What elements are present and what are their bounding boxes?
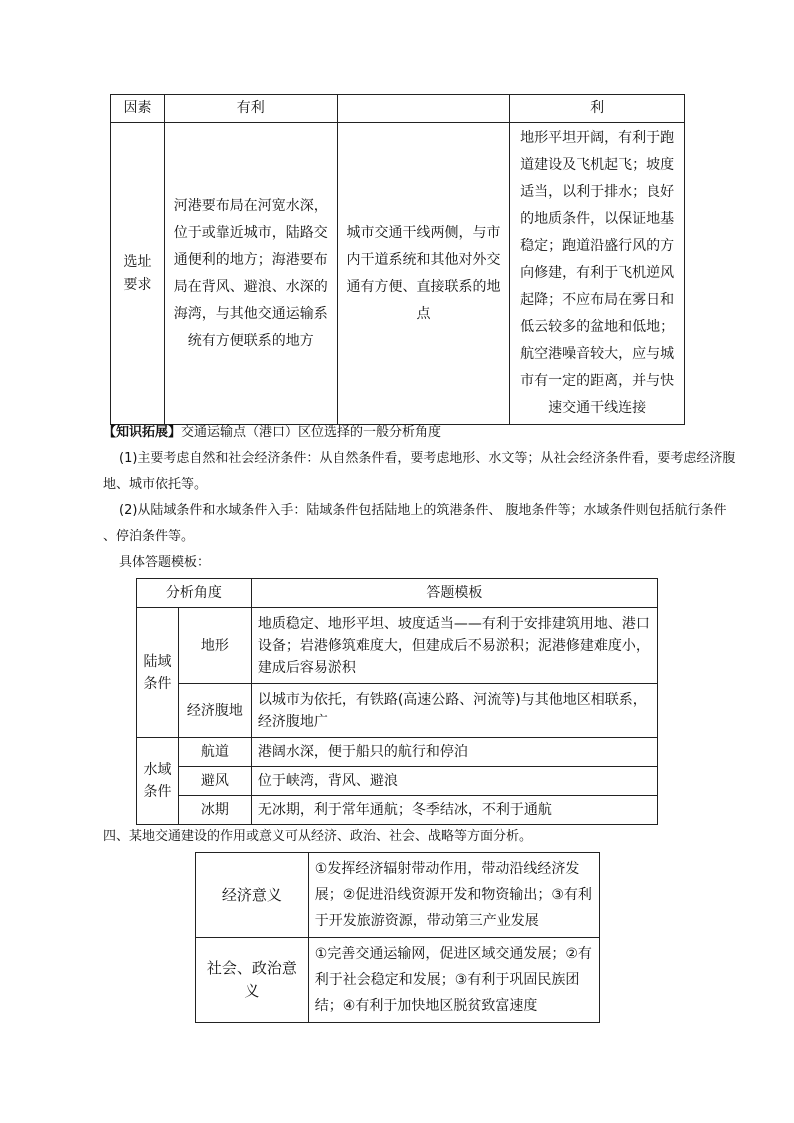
row-label-economic: 经济意义 — [196, 853, 309, 938]
cell-airport: 地形平坦开阔，有利于跑道建设及飞机起飞；坡度适当，以利于排水；良好的地质条件，以保证地基稳定；跑道沿盛行风的方向修建，有利于飞机逆风起降；不应布局在雾日和低云较多的盆地和低地；航空港噪音较大，应与城市有一定的距离，并与快速交通干线连接 — [510, 123, 685, 425]
row-name-terrain: 地形 — [178, 608, 251, 684]
header-empty — [337, 95, 510, 123]
header-favorable: 有利 — [164, 95, 337, 123]
answer-template-table — [136, 578, 658, 825]
header-template: 答题模板 — [251, 579, 657, 608]
row-name-shelter: 避风 — [178, 767, 251, 796]
row-label-social-political: 社会、政治意义 — [196, 938, 309, 1023]
cell-river-sea-port: 河港要布局在河宽水深，位于或靠近城市，陆路交通便利的地方；海港要布局在背风、避浪、水深的海湾，与其他交通运输系统有方便联系的地方 — [164, 123, 337, 425]
expand-title — [103, 420, 441, 446]
cell-station: 城市交通干线两侧，与市内干道系统和其他对外交通有方便、直接联系的地点 — [337, 123, 510, 425]
row-text-shelter: 位于峡湾，背风、避浪 — [251, 767, 657, 796]
expand-p2: (2)从陆域条件和水域条件入手：陆域条件包括陆地上的筑港条件、 腹地条件等；水域条件则包括航行条件 、停泊条件等。 — [103, 503, 727, 544]
template-label: 具体答题模板： — [119, 555, 211, 570]
group-water: 水域条件 — [137, 738, 179, 825]
header-angle: 分析角度 — [137, 579, 252, 608]
row-text-social-political: ①完善交通运输网，促进区域交通发展；②有利于社会稳定和发展；③有利于巩固民族团结；④有利于加快地区脱贫致富速度 — [308, 938, 599, 1023]
row-name-channel: 航道 — [178, 738, 251, 767]
expand-p1: (1)主要考虑自然和社会经济条件：从自然条件看，要考虑地形、水文等；从社会经济条件看，要考虑经济腹地、城市依托等。 — [103, 451, 736, 492]
significance-table — [195, 852, 600, 1023]
expand-title-text: 交通运输点（港口）区位选择的一般分析角度 — [181, 425, 442, 440]
row-label-site: 选址要求 — [111, 123, 165, 425]
row-text-hinterland: 以城市为依托，有铁路(高速公路、河流等)与其他地区相联系，经济腹地广 — [251, 684, 657, 738]
section-four-heading: 四、某地交通建设的作用或意义可从经济、政治、社会、战略等方面分析。 — [103, 829, 533, 844]
row-text-economic: ①发挥经济辐射带动作用，带动沿线经济发展；②促进沿线资源开发和物资输出；③有利于开发旅游资源，带动第三产业发展 — [308, 853, 599, 938]
site-requirements-table — [110, 94, 685, 425]
header-li: 利 — [510, 95, 685, 123]
group-land: 陆域条件 — [137, 608, 179, 738]
row-text-channel: 港阔水深，便于船只的航行和停泊 — [251, 738, 657, 767]
header-factor: 因素 — [111, 95, 165, 123]
row-text-terrain: 地质稳定、地形平坦、坡度适当——有利于安排建筑用地、港口设备；岩港修筑难度大，但建成后不易淤积；泥港修建难度小，建成后容易淤积 — [251, 608, 657, 684]
row-name-hinterland: 经济腹地 — [178, 684, 251, 738]
row-name-ice: 冰期 — [178, 796, 251, 825]
row-text-ice: 无冰期，利于常年通航；冬季结冰，不利于通航 — [251, 796, 657, 825]
expand-title-bracket: 【知识拓展】 — [103, 425, 182, 440]
